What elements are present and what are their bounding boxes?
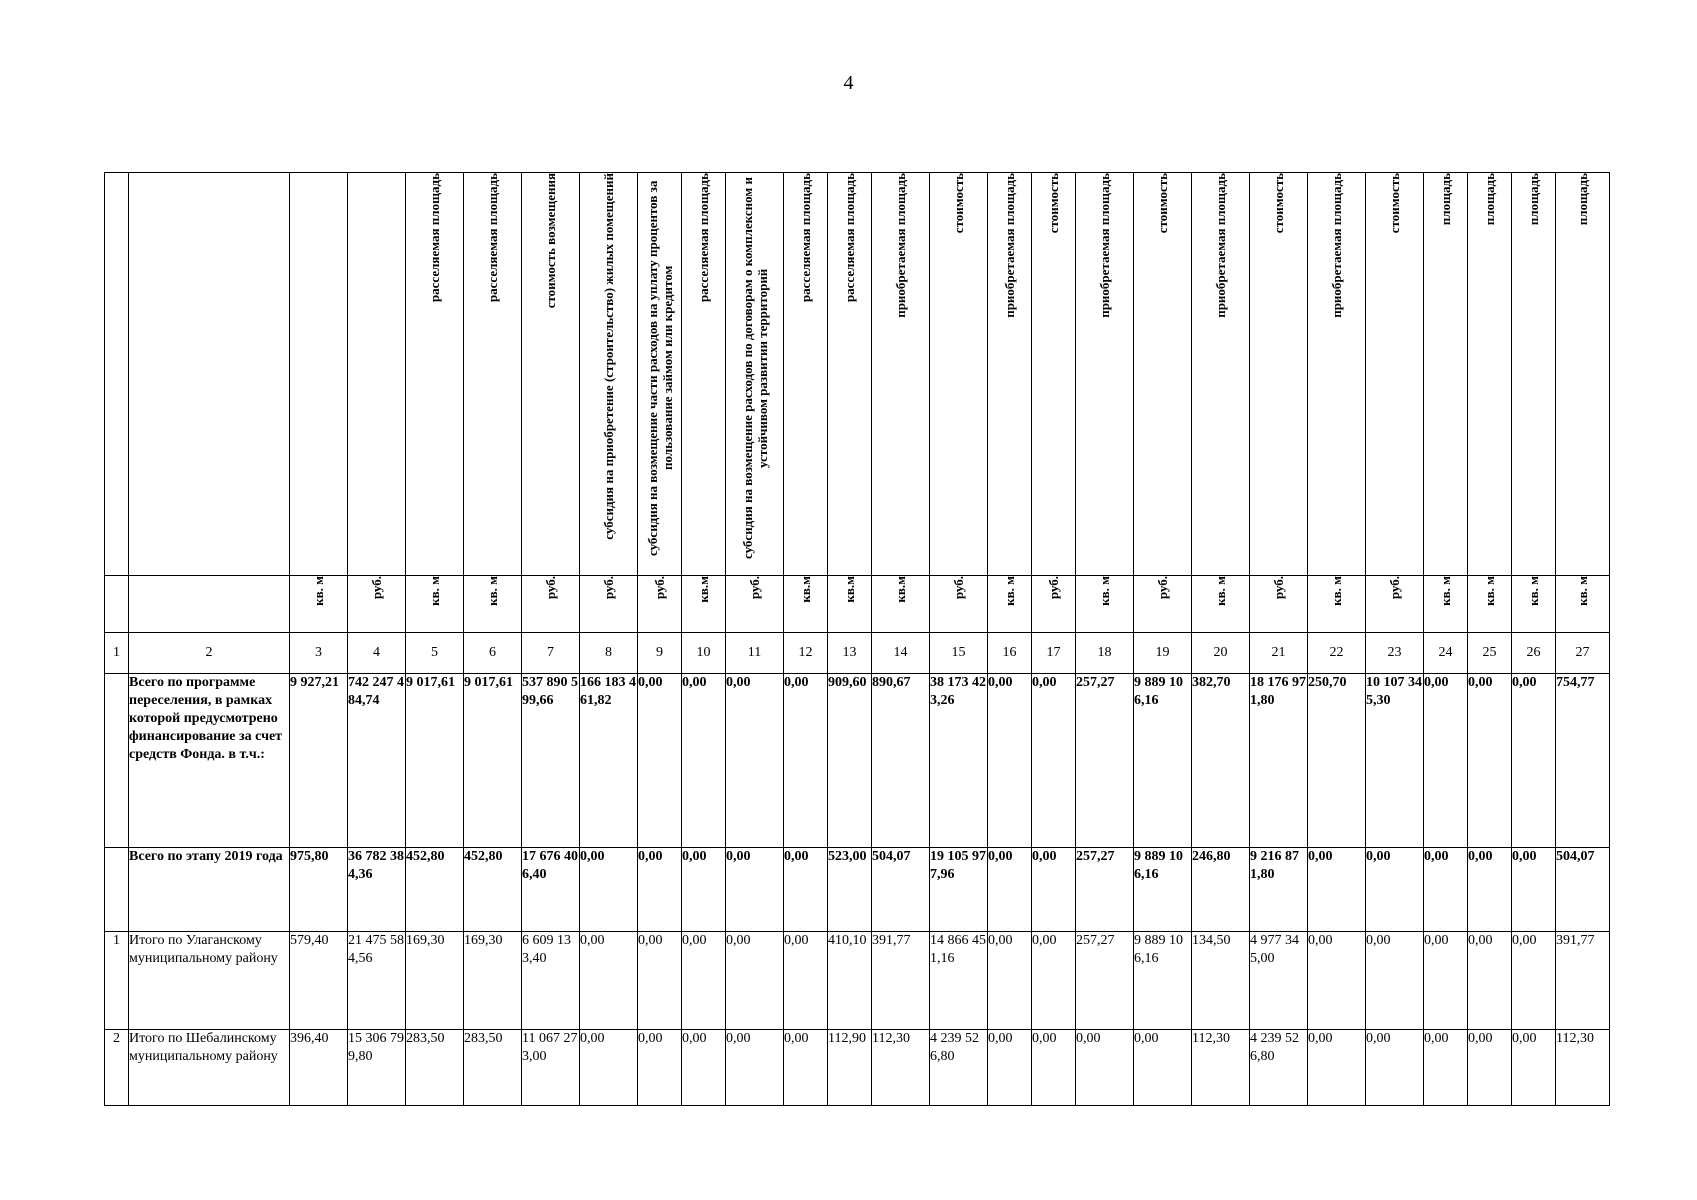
column-number: 25 — [1468, 633, 1512, 674]
column-header — [1512, 173, 1556, 576]
table-cell: 257,27 — [1076, 932, 1134, 1030]
table-cell: 0,00 — [1032, 848, 1076, 932]
unit-label: кв. м — [1328, 576, 1344, 606]
table-cell: 134,50 — [1192, 932, 1250, 1030]
table-cell: 9 927,21 — [290, 674, 348, 848]
column-header — [930, 173, 988, 576]
table-cell: 391,77 — [872, 932, 930, 1030]
table-cell: 0,00 — [784, 674, 828, 848]
resettlement-table — [104, 172, 1610, 1106]
column-header-label: стоимость — [1046, 173, 1061, 234]
row-index — [105, 674, 129, 848]
column-header — [784, 173, 828, 576]
table-cell: 18 176 971,80 — [1250, 674, 1308, 848]
column-header — [872, 173, 930, 576]
table-cell: 537 890 599,66 — [522, 674, 580, 848]
table-cell: 4 239 526,80 — [930, 1030, 988, 1106]
table-cell: 0,00 — [726, 674, 784, 848]
column-header — [682, 173, 726, 576]
unit-cell — [1076, 576, 1134, 633]
unit-cell — [1250, 576, 1308, 633]
table-cell: 14 866 451,16 — [930, 932, 988, 1030]
column-header-label: площадь — [1526, 173, 1541, 226]
column-header — [464, 173, 522, 576]
table-cell: 169,30 — [406, 932, 464, 1030]
column-number: 20 — [1192, 633, 1250, 674]
row-index: 1 — [105, 932, 129, 1030]
table-cell: 21 475 584,56 — [348, 932, 406, 1030]
table-cell: 0,00 — [1512, 674, 1556, 848]
column-header — [129, 173, 290, 576]
table-cell: 0,00 — [988, 932, 1032, 1030]
unit-label: руб. — [1154, 576, 1170, 600]
table-cell: 579,40 — [290, 932, 348, 1030]
unit-cell — [638, 576, 682, 633]
table-cell: 0,00 — [682, 674, 726, 848]
column-number: 4 — [348, 633, 406, 674]
unit-label: кв.м — [797, 576, 813, 603]
table-cell: 11 067 273,00 — [522, 1030, 580, 1106]
unit-cell — [290, 576, 348, 633]
table-cell: 15 306 799,80 — [348, 1030, 406, 1106]
table-cell: 10 107 345,30 — [1366, 674, 1424, 848]
table-cell: 396,40 — [290, 1030, 348, 1106]
unit-cell — [1308, 576, 1366, 633]
table-cell: 0,00 — [1308, 848, 1366, 932]
column-header — [1250, 173, 1308, 576]
column-header-label: площадь — [1438, 173, 1453, 226]
unit-label: руб. — [1270, 576, 1286, 600]
table-cell: 0,00 — [1512, 1030, 1556, 1106]
column-number: 2 — [129, 633, 290, 674]
table-cell: 169,30 — [464, 932, 522, 1030]
row-name: Всего по программе переселения, в рамках которой предусмотрено финансирование за счет средств Фонда. в т.ч.: — [129, 674, 290, 848]
column-header — [1556, 173, 1610, 576]
table-cell: 112,30 — [1192, 1030, 1250, 1106]
table-cell: 283,50 — [406, 1030, 464, 1106]
column-header-label: приобретаемая площадь — [1002, 173, 1017, 318]
table-cell: 0,00 — [682, 1030, 726, 1106]
table-cell: 246,80 — [1192, 848, 1250, 932]
column-header-label: приобретаемая площадь — [1097, 173, 1112, 318]
row-name: Всего по этапу 2019 года — [129, 848, 290, 932]
unit-cell — [1512, 576, 1556, 633]
table-cell: 0,00 — [682, 932, 726, 1030]
table-cell: 504,07 — [872, 848, 930, 932]
unit-label: кв. м — [310, 576, 326, 606]
table-cell: 257,27 — [1076, 674, 1134, 848]
column-header — [580, 173, 638, 576]
table-cell: 283,50 — [464, 1030, 522, 1106]
table-cell: 112,30 — [872, 1030, 930, 1106]
unit-cell — [1134, 576, 1192, 633]
unit-cell — [1366, 576, 1424, 633]
column-header-label: расселяемая площадь — [842, 173, 857, 303]
column-number: 21 — [1250, 633, 1308, 674]
unit-cell — [105, 576, 129, 633]
column-number: 7 — [522, 633, 580, 674]
column-header — [1468, 173, 1512, 576]
table-cell: 0,00 — [682, 848, 726, 932]
table-cell: 391,77 — [1556, 932, 1610, 1030]
table-cell: 0,00 — [1076, 1030, 1134, 1106]
column-number: 23 — [1366, 633, 1424, 674]
table-cell: 0,00 — [1468, 848, 1512, 932]
row-index: 2 — [105, 1030, 129, 1106]
column-number: 3 — [290, 633, 348, 674]
table-cell: 452,80 — [464, 848, 522, 932]
unit-cell — [872, 576, 930, 633]
table-cell: 0,00 — [1308, 1030, 1366, 1106]
column-header-label: стоимость — [1271, 173, 1286, 234]
column-number: 1 — [105, 633, 129, 674]
table-cell: 0,00 — [726, 1030, 784, 1106]
table-cell: 38 173 423,26 — [930, 674, 988, 848]
table-cell: 0,00 — [638, 1030, 682, 1106]
column-header — [1134, 173, 1192, 576]
table-cell: 0,00 — [580, 1030, 638, 1106]
unit-label: кв. м — [1096, 576, 1112, 606]
column-header-label: субсидия на возмещение части расходов на уплату процентов за пользование займом или кредитом — [644, 180, 675, 556]
table-cell: 0,00 — [1424, 932, 1468, 1030]
unit-label: руб. — [1386, 576, 1402, 600]
unit-label: кв. м — [1481, 576, 1497, 606]
table-row — [105, 848, 1610, 932]
table-cell: 4 977 345,00 — [1250, 932, 1308, 1030]
unit-label: кв.м — [841, 576, 857, 603]
table-cell: 0,00 — [1366, 1030, 1424, 1106]
column-header-label: расселяемая площадь — [798, 173, 813, 303]
table-cell: 0,00 — [1366, 848, 1424, 932]
column-number: 12 — [784, 633, 828, 674]
table-cell: 909,60 — [828, 674, 872, 848]
column-number: 26 — [1512, 633, 1556, 674]
table-cell: 6 609 133,40 — [522, 932, 580, 1030]
row-name: Итого по Улаганскому муниципальному району — [129, 932, 290, 1030]
table-cell: 0,00 — [580, 932, 638, 1030]
table-cell: 0,00 — [784, 932, 828, 1030]
table-cell: 9 889 106,16 — [1134, 674, 1192, 848]
column-number: 19 — [1134, 633, 1192, 674]
column-header — [105, 173, 129, 576]
unit-label: руб. — [651, 576, 667, 600]
table-cell: 257,27 — [1076, 848, 1134, 932]
unit-cell — [726, 576, 784, 633]
column-number: 14 — [872, 633, 930, 674]
table-cell: 9 889 106,16 — [1134, 932, 1192, 1030]
column-header-label: расселяемая площадь — [696, 173, 711, 303]
table-cell: 0,00 — [1366, 932, 1424, 1030]
table-cell: 0,00 — [638, 848, 682, 932]
table-cell: 9 017,61 — [406, 674, 464, 848]
column-header-label: расселяемая площадь — [485, 173, 500, 303]
unit-label: руб. — [600, 576, 616, 600]
table-cell: 0,00 — [1468, 1030, 1512, 1106]
unit-label: кв. м — [1212, 576, 1228, 606]
table-cell: 0,00 — [726, 932, 784, 1030]
unit-cell — [988, 576, 1032, 633]
header-row — [105, 173, 1610, 576]
column-header-label: стоимость — [1387, 173, 1402, 234]
table-cell: 9 017,61 — [464, 674, 522, 848]
table-cell: 0,00 — [1424, 1030, 1468, 1106]
unit-label: кв.м — [695, 576, 711, 603]
column-header-label: субсидия на возмещение расходов по договорам о комплексном и устойчивом развитии территорий — [739, 177, 770, 559]
unit-label: руб. — [950, 576, 966, 600]
table-cell: 0,00 — [1032, 674, 1076, 848]
unit-label: кв. м — [426, 576, 442, 606]
table-cell: 382,70 — [1192, 674, 1250, 848]
table-cell: 17 676 406,40 — [522, 848, 580, 932]
column-header — [726, 173, 784, 576]
unit-cell — [129, 576, 290, 633]
unit-cell — [1556, 576, 1610, 633]
column-header-label: площадь — [1575, 173, 1590, 226]
column-number: 16 — [988, 633, 1032, 674]
column-header — [1032, 173, 1076, 576]
unit-label: кв. м — [1437, 576, 1453, 606]
table-cell: 0,00 — [1424, 674, 1468, 848]
unit-cell — [1424, 576, 1468, 633]
unit-cell — [1192, 576, 1250, 633]
table-cell: 0,00 — [784, 848, 828, 932]
table-cell: 112,90 — [828, 1030, 872, 1106]
unit-cell — [1032, 576, 1076, 633]
table-cell: 9 216 871,80 — [1250, 848, 1308, 932]
unit-cell — [580, 576, 638, 633]
table-row — [105, 674, 1610, 848]
table-cell: 0,00 — [580, 848, 638, 932]
unit-cell — [930, 576, 988, 633]
column-number: 6 — [464, 633, 522, 674]
unit-label: кв. м — [1001, 576, 1017, 606]
table-cell: 4 239 526,80 — [1250, 1030, 1308, 1106]
column-number: 13 — [828, 633, 872, 674]
table-cell: 19 105 977,96 — [930, 848, 988, 932]
table-row — [105, 1030, 1610, 1106]
column-header — [1308, 173, 1366, 576]
table-cell: 250,70 — [1308, 674, 1366, 848]
table-cell: 0,00 — [1424, 848, 1468, 932]
column-number: 15 — [930, 633, 988, 674]
column-number: 5 — [406, 633, 464, 674]
table-cell: 0,00 — [988, 1030, 1032, 1106]
table-cell: 0,00 — [726, 848, 784, 932]
unit-cell — [682, 576, 726, 633]
table-cell: 754,77 — [1556, 674, 1610, 848]
unit-label: руб. — [1045, 576, 1061, 600]
column-header — [828, 173, 872, 576]
table-cell: 452,80 — [406, 848, 464, 932]
table-cell: 0,00 — [1468, 674, 1512, 848]
row-index — [105, 848, 129, 932]
table-cell: 0,00 — [638, 932, 682, 1030]
column-header-label: площадь — [1482, 173, 1497, 226]
unit-cell — [406, 576, 464, 633]
table-row — [105, 932, 1610, 1030]
table-cell: 36 782 384,36 — [348, 848, 406, 932]
column-header — [638, 173, 682, 576]
unit-cell — [522, 576, 580, 633]
table-cell: 975,80 — [290, 848, 348, 932]
table-cell: 742 247 484,74 — [348, 674, 406, 848]
unit-cell — [464, 576, 522, 633]
column-number: 10 — [682, 633, 726, 674]
column-number: 22 — [1308, 633, 1366, 674]
column-header — [406, 173, 464, 576]
unit-label: кв.м — [892, 576, 908, 603]
table-cell: 0,00 — [784, 1030, 828, 1106]
column-header-label: приобретаемая площадь — [1329, 173, 1344, 318]
column-number: 11 — [726, 633, 784, 674]
table-cell: 0,00 — [1308, 932, 1366, 1030]
table-cell: 890,67 — [872, 674, 930, 848]
table-cell: 0,00 — [1032, 1030, 1076, 1106]
row-name: Итого по Шебалинскому муниципальному району — [129, 1030, 290, 1106]
column-number: 18 — [1076, 633, 1134, 674]
column-header-label: стоимость возмещения — [543, 173, 558, 309]
column-header-label: приобретаемая площадь — [893, 173, 908, 318]
column-number: 24 — [1424, 633, 1468, 674]
column-header — [1366, 173, 1424, 576]
unit-label: кв. м — [1525, 576, 1541, 606]
column-header — [290, 173, 348, 576]
table-cell: 523,00 — [828, 848, 872, 932]
table-cell: 0,00 — [1032, 932, 1076, 1030]
table-cell: 0,00 — [638, 674, 682, 848]
unit-label: руб. — [746, 576, 762, 600]
column-header — [348, 173, 406, 576]
table-cell: 9 889 106,16 — [1134, 848, 1192, 932]
unit-cell — [784, 576, 828, 633]
units-row — [105, 576, 1610, 633]
column-header — [988, 173, 1032, 576]
table-cell: 112,30 — [1556, 1030, 1610, 1106]
table-cell: 0,00 — [988, 848, 1032, 932]
unit-cell — [828, 576, 872, 633]
table-cell: 0,00 — [1512, 932, 1556, 1030]
unit-cell — [348, 576, 406, 633]
column-header-label: стоимость — [1155, 173, 1170, 234]
unit-label: руб. — [368, 576, 384, 600]
column-header-label: субсидия на приобретение (строительство) жилых помещений — [601, 173, 616, 540]
unit-label: руб. — [542, 576, 558, 600]
column-header-label: расселяемая площадь — [427, 173, 442, 303]
table-cell: 410,10 — [828, 932, 872, 1030]
column-header-label: стоимость — [951, 173, 966, 234]
column-header-label: приобретаемая площадь — [1213, 173, 1228, 318]
table-cell: 0,00 — [988, 674, 1032, 848]
table-cell: 166 183 461,82 — [580, 674, 638, 848]
column-header — [1076, 173, 1134, 576]
column-number: 17 — [1032, 633, 1076, 674]
table-cell: 0,00 — [1468, 932, 1512, 1030]
unit-label: кв. м — [484, 576, 500, 606]
column-number: 8 — [580, 633, 638, 674]
table-cell: 0,00 — [1512, 848, 1556, 932]
table-cell: 504,07 — [1556, 848, 1610, 932]
column-header — [1192, 173, 1250, 576]
column-header — [1424, 173, 1468, 576]
unit-cell — [1468, 576, 1512, 633]
column-number: 9 — [638, 633, 682, 674]
unit-label: кв. м — [1574, 576, 1590, 606]
column-number: 27 — [1556, 633, 1610, 674]
column-numbers-row — [105, 633, 1610, 674]
page-number: 4 — [843, 72, 854, 94]
table-cell: 0,00 — [1134, 1030, 1192, 1106]
column-header — [522, 173, 580, 576]
